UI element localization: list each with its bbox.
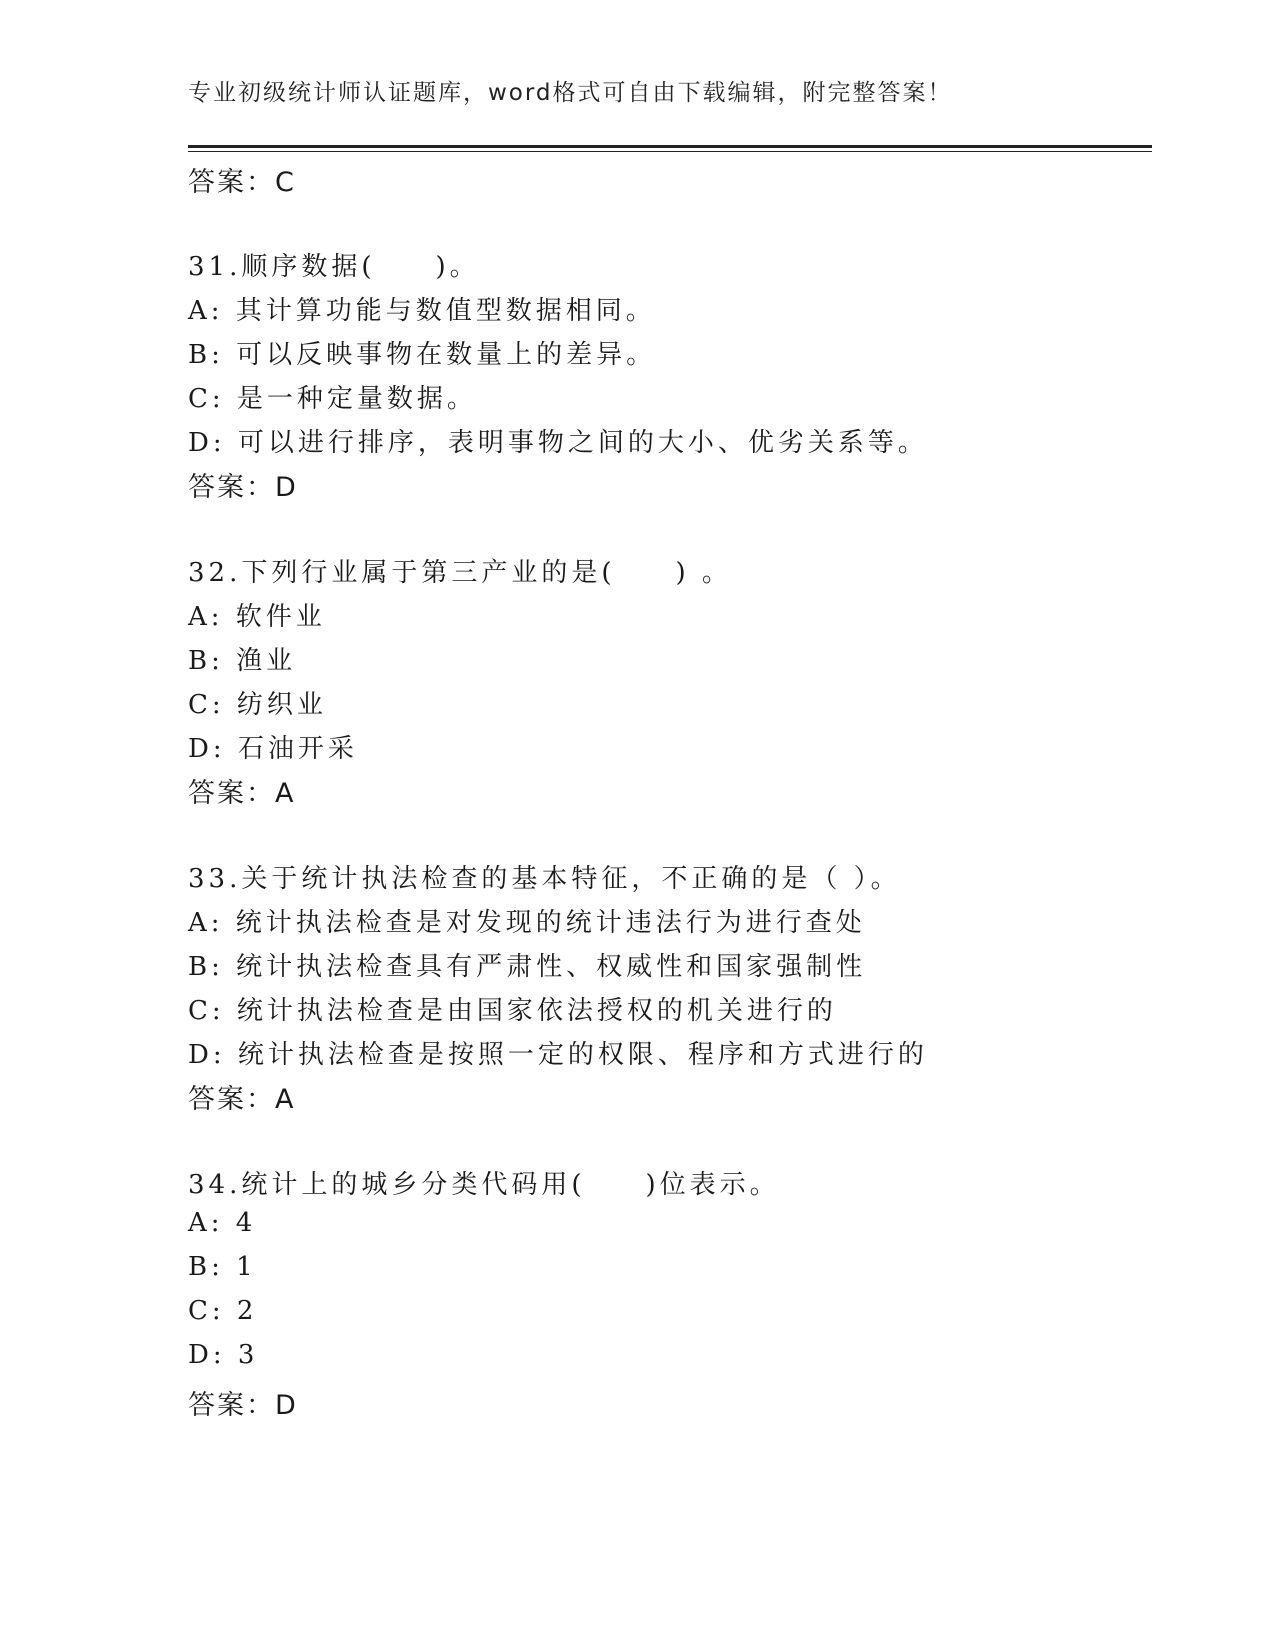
question-option: D: 3 bbox=[188, 1340, 259, 1370]
question-answer: 答案：D bbox=[188, 472, 298, 503]
question-option: C: 2 bbox=[188, 1296, 258, 1326]
question-stem: 34.统计上的城乡分类代码用( )位表示。 bbox=[188, 1170, 780, 1200]
question-option: D: 统计执法检查是按照一定的权限、程序和方式进行的 bbox=[188, 1040, 928, 1070]
header-divider-thick bbox=[188, 145, 1152, 148]
question-option: A: 4 bbox=[188, 1208, 257, 1238]
question-option: A: 其计算功能与数值型数据相同。 bbox=[188, 296, 656, 326]
question-option: C: 是一种定量数据。 bbox=[188, 384, 477, 414]
question-option: B: 1 bbox=[188, 1252, 257, 1282]
question-option: B: 可以反映事物在数量上的差异。 bbox=[188, 340, 657, 370]
header-divider-thin bbox=[188, 151, 1152, 152]
question-stem: 31.顺序数据( )。 bbox=[188, 252, 480, 282]
question-option: B: 渔业 bbox=[188, 646, 297, 676]
question-option: A: 统计执法检查是对发现的统计违法行为进行查处 bbox=[188, 908, 866, 938]
previous-answer: 答案：C bbox=[188, 167, 296, 198]
question-option: D: 可以进行排序，表明事物之间的大小、优劣关系等。 bbox=[188, 428, 928, 458]
question-option: C: 统计执法检查是由国家依法授权的机关进行的 bbox=[188, 996, 837, 1026]
question-answer: 答案：A bbox=[188, 778, 296, 809]
question-stem: 33.关于统计执法检查的基本特征，不正确的是（ ）。 bbox=[188, 864, 901, 894]
question-stem: 32.下列行业属于第三产业的是( ) 。 bbox=[188, 558, 732, 588]
question-option: C: 纺织业 bbox=[188, 690, 327, 720]
question-option: B: 统计执法检查具有严肃性、权威性和国家强制性 bbox=[188, 952, 867, 982]
question-answer: 答案：A bbox=[188, 1084, 296, 1115]
question-answer: 答案：D bbox=[188, 1390, 298, 1421]
question-option: D: 石油开采 bbox=[188, 734, 358, 764]
question-option: A: 软件业 bbox=[188, 602, 326, 632]
page-header: 专业初级统计师认证题库，word格式可自由下载编辑，附完整答案！ bbox=[188, 80, 953, 106]
